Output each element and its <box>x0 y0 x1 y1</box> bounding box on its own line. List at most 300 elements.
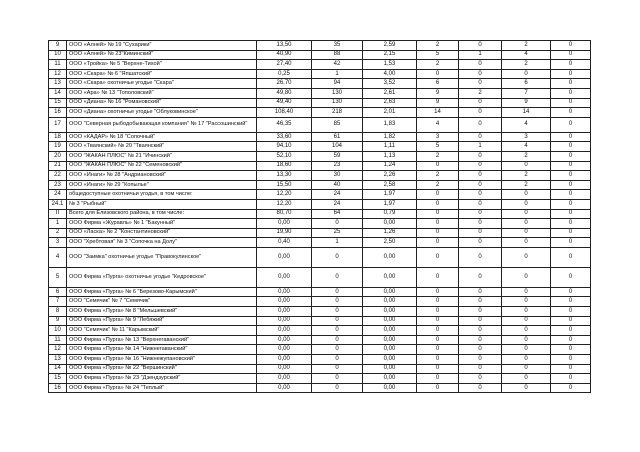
row-number-cell: 6 <box>49 287 67 297</box>
quota-col-4-cell: 0 <box>551 307 591 317</box>
quota-cell: 0 <box>417 345 459 355</box>
row-number-cell: 19 <box>49 142 67 152</box>
count-cell: 0 <box>312 335 363 345</box>
quota-cell: 0 <box>417 383 459 393</box>
density-cell: 2,59 <box>363 41 417 51</box>
hunting-ground-name-cell: ООО «Ара» № 13 "Тополовский" <box>67 88 257 98</box>
quota-col-2-cell: 0 <box>459 151 502 161</box>
quota-col-3-cell: 0 <box>502 267 551 287</box>
quota-col-3-cell: 6 <box>502 79 551 89</box>
hunting-ground-name-cell: общедоступные охотничьи угодья, в том числе: <box>67 190 257 200</box>
table-row <box>49 69 591 79</box>
density-cell: 0,00 <box>363 316 417 326</box>
quota-col-2-cell: 0 <box>459 209 502 219</box>
quota-col-4-cell: 0 <box>551 287 591 297</box>
count-cell: 130 <box>312 88 363 98</box>
row-number-cell: 22 <box>49 171 67 181</box>
quota-col-2-cell: 0 <box>459 383 502 393</box>
quota-col-4-cell: 0 <box>551 355 591 365</box>
quota-col-4-cell: 0 <box>551 88 591 98</box>
area-cell: 0,00 <box>257 307 312 317</box>
table-row <box>49 79 591 89</box>
row-number-cell: 13 <box>49 79 67 89</box>
quota-cell: 0 <box>417 247 459 267</box>
quota-cell: 0 <box>417 190 459 200</box>
table-row <box>49 142 591 152</box>
area-cell: 12,20 <box>257 199 312 209</box>
density-cell: 1,97 <box>363 199 417 209</box>
quota-col-2-cell: 1 <box>459 50 502 60</box>
row-number-cell: 1 <box>49 219 67 229</box>
area-cell: 27,40 <box>257 60 312 70</box>
hunting-ground-name-cell: ООО Фирма «Пурга» № 14 "Нижнегаванский" <box>67 345 257 355</box>
quota-col-3-cell: 2 <box>502 171 551 181</box>
count-cell: 88 <box>312 50 363 60</box>
hunting-ground-name-cell: ООО "Северная рыбодобывающая компания" № 17 "Рассошинский" <box>67 117 257 132</box>
quota-cell: 5 <box>417 142 459 152</box>
density-cell: 2,01 <box>363 108 417 118</box>
hunting-ground-name-cell: ООО «КАДАР» № 18 "Сопочный" <box>67 132 257 142</box>
table-row <box>49 209 591 219</box>
count-cell: 24 <box>312 199 363 209</box>
quota-col-2-cell: 1 <box>459 142 502 152</box>
quota-cell: 0 <box>417 374 459 384</box>
table-row <box>49 117 591 132</box>
area-cell: 52,10 <box>257 151 312 161</box>
density-cell: 0,00 <box>363 297 417 307</box>
quota-col-4-cell: 0 <box>551 199 591 209</box>
row-number-cell: 9 <box>49 41 67 51</box>
hunting-ground-name-cell: ООО «Алней» № 19 "Сухарики" <box>67 41 257 51</box>
density-cell: 0,00 <box>363 383 417 393</box>
quota-col-2-cell: 0 <box>459 60 502 70</box>
area-cell: 0,00 <box>257 326 312 336</box>
row-number-cell: 16 <box>49 108 67 118</box>
table-row <box>49 108 591 118</box>
quota-col-3-cell: 0 <box>502 326 551 336</box>
table-row <box>49 60 591 70</box>
area-cell: 33,60 <box>257 132 312 142</box>
quota-col-2-cell: 0 <box>459 79 502 89</box>
quota-col-3-cell: 0 <box>502 209 551 219</box>
quota-cell: 0 <box>417 364 459 374</box>
area-cell: 49,40 <box>257 98 312 108</box>
quota-cell: 0 <box>417 287 459 297</box>
hunting-ground-name-cell: ООО Фирма «Журавль» № 1 "Бакунный" <box>67 219 257 229</box>
row-number-cell: 12 <box>49 345 67 355</box>
count-cell: 35 <box>312 41 363 51</box>
quota-col-4-cell: 0 <box>551 316 591 326</box>
area-cell: 0,40 <box>257 238 312 248</box>
count-cell: 0 <box>312 355 363 365</box>
quota-col-4-cell: 0 <box>551 247 591 267</box>
quota-col-2-cell: 0 <box>459 180 502 190</box>
quota-col-2-cell: 0 <box>459 297 502 307</box>
area-cell: 19,90 <box>257 228 312 238</box>
quota-col-2-cell: 0 <box>459 374 502 384</box>
row-number-cell: 24 <box>49 190 67 200</box>
table-row <box>49 190 591 200</box>
row-number-cell: 7 <box>49 297 67 307</box>
quota-col-3-cell: 9 <box>502 98 551 108</box>
table-row <box>49 132 591 142</box>
hunting-ground-name-cell: ООО Фирма «Пурга» № 6 "Березово-Карымский" <box>67 287 257 297</box>
quota-col-2-cell: 0 <box>459 247 502 267</box>
quota-col-4-cell: 0 <box>551 180 591 190</box>
quota-col-4-cell: 0 <box>551 364 591 374</box>
quota-cell: 2 <box>417 41 459 51</box>
table-row <box>49 335 591 345</box>
area-cell: 13,30 <box>257 171 312 181</box>
quota-cell: 0 <box>417 69 459 79</box>
row-number-cell: 17 <box>49 117 67 132</box>
quota-col-4-cell: 0 <box>551 161 591 171</box>
density-cell: 1,13 <box>363 151 417 161</box>
quota-col-4-cell: 0 <box>551 209 591 219</box>
area-cell: 0,00 <box>257 219 312 229</box>
hunting-ground-name-cell: ООО «Тройка» № 5 "Верхне-Тихой" <box>67 60 257 70</box>
area-cell: 94,10 <box>257 142 312 152</box>
area-cell: 0,00 <box>257 297 312 307</box>
area-cell: 0,00 <box>257 345 312 355</box>
hunting-ground-name-cell: ООО Фирма «Пурга» № 9 "Лебяжий" <box>67 316 257 326</box>
table-row <box>49 355 591 365</box>
quota-cell: 14 <box>417 108 459 118</box>
density-cell: 0,00 <box>363 307 417 317</box>
quota-col-4-cell: 0 <box>551 41 591 51</box>
hunting-ground-name-cell: ООО "Заимка" охотничье угодье "Правокулинское" <box>67 247 257 267</box>
quota-col-2-cell: 0 <box>459 355 502 365</box>
count-cell: 30 <box>312 171 363 181</box>
quota-cell: 0 <box>417 209 459 219</box>
quota-col-3-cell: 2 <box>502 180 551 190</box>
area-cell: 12,20 <box>257 190 312 200</box>
count-cell: 0 <box>312 345 363 355</box>
row-number-cell: 24.1 <box>49 199 67 209</box>
row-number-cell: 4 <box>49 247 67 267</box>
density-cell: 2,15 <box>363 50 417 60</box>
hunting-ground-name-cell: ООО Фирма «Пурга» № 16 "Нижнежупановский" <box>67 355 257 365</box>
quota-col-4-cell: 0 <box>551 238 591 248</box>
quota-col-3-cell: 2 <box>502 151 551 161</box>
hunting-ground-name-cell: ООО «Инаги» № 29 "Копылье" <box>67 180 257 190</box>
table-row <box>49 297 591 307</box>
hunting-ground-name-cell: ООО Фирма «Пурга» № 23 "Дзендзурский" <box>67 374 257 384</box>
quota-col-4-cell: 0 <box>551 108 591 118</box>
count-cell: 61 <box>312 132 363 142</box>
count-cell: 0 <box>312 287 363 297</box>
area-cell: 15,50 <box>257 180 312 190</box>
row-number-cell: 10 <box>49 326 67 336</box>
quota-col-3-cell: 0 <box>502 190 551 200</box>
area-cell: 40,90 <box>257 50 312 60</box>
density-cell: 0,00 <box>363 267 417 287</box>
quota-col-3-cell: 7 <box>502 88 551 98</box>
row-number-cell: 13 <box>49 355 67 365</box>
hunting-ground-name-cell: ООО «Инаги» № 28 "Андриановский" <box>67 171 257 181</box>
count-cell: 0 <box>312 326 363 336</box>
quota-col-2-cell: 0 <box>459 190 502 200</box>
quota-col-3-cell: 0 <box>502 161 551 171</box>
table-row <box>49 171 591 181</box>
count-cell: 94 <box>312 79 363 89</box>
table-row <box>49 383 591 393</box>
area-cell: 0,00 <box>257 383 312 393</box>
row-number-cell: 5 <box>49 267 67 287</box>
quota-col-2-cell: 0 <box>459 132 502 142</box>
count-cell: 1 <box>312 238 363 248</box>
quota-col-3-cell: 0 <box>502 307 551 317</box>
quota-cell: 9 <box>417 98 459 108</box>
table-row <box>49 151 591 161</box>
hunting-ground-name-cell: ООО Фирма «Пурга» № 24 "Теплый" <box>67 383 257 393</box>
table-row <box>49 267 591 287</box>
area-cell: 0,00 <box>257 355 312 365</box>
row-number-cell: 23 <box>49 180 67 190</box>
quota-cell: 0 <box>417 199 459 209</box>
quota-col-4-cell: 0 <box>551 98 591 108</box>
quota-col-4-cell: 0 <box>551 219 591 229</box>
hunting-ground-name-cell: ООО «Скара» охотничье угодье "Скара" <box>67 79 257 89</box>
area-cell: 46,35 <box>257 117 312 132</box>
quota-col-3-cell: 14 <box>502 108 551 118</box>
density-cell: 2,63 <box>363 98 417 108</box>
quota-col-2-cell: 0 <box>459 199 502 209</box>
quota-col-2-cell: 0 <box>459 41 502 51</box>
row-number-cell: 15 <box>49 374 67 384</box>
row-number-cell: 14 <box>49 364 67 374</box>
quota-col-3-cell: 2 <box>502 60 551 70</box>
quota-col-2-cell: 0 <box>459 108 502 118</box>
table-row <box>49 287 591 297</box>
area-cell: 0,00 <box>257 267 312 287</box>
quota-col-3-cell: 0 <box>502 364 551 374</box>
density-cell: 2,58 <box>363 180 417 190</box>
table-body <box>49 41 591 393</box>
quota-col-4-cell: 0 <box>551 50 591 60</box>
density-cell: 0,00 <box>363 287 417 297</box>
quota-col-4-cell: 0 <box>551 190 591 200</box>
quota-col-3-cell: 0 <box>502 345 551 355</box>
quota-cell: 2 <box>417 60 459 70</box>
table-row <box>49 228 591 238</box>
count-cell: 0 <box>312 374 363 384</box>
count-cell: 42 <box>312 60 363 70</box>
count-cell: 0 <box>312 219 363 229</box>
count-cell: 0 <box>312 307 363 317</box>
quota-col-4-cell: 0 <box>551 69 591 79</box>
hunting-ground-name-cell: ООО "Семячик" № 7 "Семячик" <box>67 297 257 307</box>
density-cell: 0,00 <box>363 364 417 374</box>
density-cell: 1,83 <box>363 117 417 132</box>
quota-col-2-cell: 0 <box>459 345 502 355</box>
density-cell: 0,00 <box>363 355 417 365</box>
quota-col-3-cell: 3 <box>502 132 551 142</box>
quota-col-3-cell: 0 <box>502 383 551 393</box>
quota-cell: 0 <box>417 355 459 365</box>
density-cell: 1,24 <box>363 161 417 171</box>
row-number-cell: 18 <box>49 132 67 142</box>
count-cell: 85 <box>312 117 363 132</box>
table-row <box>49 98 591 108</box>
quota-col-2-cell: 0 <box>459 161 502 171</box>
count-cell: 0 <box>312 247 363 267</box>
quota-col-2-cell: 0 <box>459 219 502 229</box>
table-row <box>49 364 591 374</box>
count-cell: 1 <box>312 69 363 79</box>
hunting-ground-name-cell: ООО Фирма «Пурга» № 13 "Верхнегаванский" <box>67 335 257 345</box>
density-cell: 0,00 <box>363 219 417 229</box>
quota-col-4-cell: 0 <box>551 117 591 132</box>
row-number-cell: 21 <box>49 161 67 171</box>
table-row <box>49 41 591 51</box>
quota-col-2-cell: 0 <box>459 335 502 345</box>
hunting-ground-name-cell: ООО «Скара» № 6 "Япшатский" <box>67 69 257 79</box>
quota-col-3-cell: 0 <box>502 69 551 79</box>
area-cell: 0,00 <box>257 374 312 384</box>
hunting-ground-name-cell: Всего для Елизовского района, в том числе: <box>67 209 257 219</box>
quota-col-2-cell: 0 <box>459 171 502 181</box>
density-cell: 1,26 <box>363 228 417 238</box>
hunting-ground-name-cell: ООО «Алней» № 23"Киминский" <box>67 50 257 60</box>
quota-cell: 0 <box>417 267 459 287</box>
quota-col-2-cell: 0 <box>459 98 502 108</box>
density-cell: 0,79 <box>363 209 417 219</box>
density-cell: 0,00 <box>363 247 417 267</box>
quota-col-4-cell: 0 <box>551 228 591 238</box>
quota-cell: 2 <box>417 151 459 161</box>
area-cell: 80,70 <box>257 209 312 219</box>
quota-cell: 0 <box>417 228 459 238</box>
row-number-cell: 20 <box>49 151 67 161</box>
row-number-cell: II <box>49 209 67 219</box>
table-row <box>49 345 591 355</box>
count-cell: 40 <box>312 180 363 190</box>
density-cell: 0,00 <box>363 335 417 345</box>
data-table <box>48 40 591 393</box>
quota-col-3-cell: 4 <box>502 117 551 132</box>
quota-col-3-cell: 4 <box>502 142 551 152</box>
quota-cell: 5 <box>417 50 459 60</box>
count-cell: 64 <box>312 209 363 219</box>
quota-col-3-cell: 0 <box>502 374 551 384</box>
hunting-ground-name-cell: ООО «Диана» № 16 "Романовский" <box>67 98 257 108</box>
area-cell: 0,00 <box>257 335 312 345</box>
quota-col-4-cell: 0 <box>551 132 591 142</box>
hunting-ground-name-cell: ООО «Тваянский» № 20 "Тваянский" <box>67 142 257 152</box>
quota-col-4-cell: 0 <box>551 142 591 152</box>
hunting-ground-name-cell: ООО "Семячик" № 11 "Карымский" <box>67 326 257 336</box>
density-cell: 0,00 <box>363 374 417 384</box>
quota-col-4-cell: 0 <box>551 374 591 384</box>
row-number-cell: 12 <box>49 69 67 79</box>
hunting-ground-name-cell: ООО «Диана» охотничье угодье "Облуковинское" <box>67 108 257 118</box>
quota-cell: 0 <box>417 326 459 336</box>
row-number-cell: 15 <box>49 98 67 108</box>
quota-col-3-cell: 0 <box>502 228 551 238</box>
area-cell: 0,00 <box>257 287 312 297</box>
hunting-ground-name-cell: ООО Фирма «Пурга» охотничье угодье "Кедровское" <box>67 267 257 287</box>
quota-col-4-cell: 0 <box>551 151 591 161</box>
quota-col-3-cell: 0 <box>502 219 551 229</box>
quota-col-2-cell: 0 <box>459 267 502 287</box>
quota-col-3-cell: 0 <box>502 287 551 297</box>
count-cell: 0 <box>312 364 363 374</box>
quota-cell: 0 <box>417 238 459 248</box>
quota-col-2-cell: 2 <box>459 88 502 98</box>
density-cell: 2,50 <box>363 238 417 248</box>
quota-cell: 0 <box>417 219 459 229</box>
quota-col-3-cell: 0 <box>502 199 551 209</box>
hunting-ground-name-cell: ООО "ЖАКАН ПЛЮС" № 22 "Семеновский" <box>67 161 257 171</box>
density-cell: 1,97 <box>363 190 417 200</box>
row-number-cell: 11 <box>49 60 67 70</box>
quota-col-4-cell: 0 <box>551 60 591 70</box>
hunting-ground-name-cell: № 3 "Рыбный" <box>67 199 257 209</box>
quota-col-3-cell: 0 <box>502 247 551 267</box>
density-cell: 0,00 <box>363 345 417 355</box>
table-row <box>49 326 591 336</box>
quota-col-2-cell: 0 <box>459 326 502 336</box>
quota-cell: 0 <box>417 335 459 345</box>
area-cell: 13,50 <box>257 41 312 51</box>
density-cell: 1,11 <box>363 142 417 152</box>
quota-col-3-cell: 4 <box>502 50 551 60</box>
count-cell: 130 <box>312 98 363 108</box>
area-cell: 18,60 <box>257 161 312 171</box>
density-cell: 2,61 <box>363 88 417 98</box>
table-row <box>49 161 591 171</box>
row-number-cell: 3 <box>49 238 67 248</box>
quota-col-2-cell: 0 <box>459 287 502 297</box>
quota-cell: 4 <box>417 117 459 132</box>
quota-cell: 2 <box>417 180 459 190</box>
density-cell: 4,00 <box>363 69 417 79</box>
quota-col-4-cell: 0 <box>551 297 591 307</box>
quota-col-4-cell: 0 <box>551 171 591 181</box>
hunting-ground-name-cell: ООО Фирма «Пурга» № 8 "Мельшевский" <box>67 307 257 317</box>
density-cell: 1,53 <box>363 60 417 70</box>
hunting-ground-name-cell: ООО «Ласка» № 2 "Константиновский" <box>67 228 257 238</box>
quota-col-4-cell: 0 <box>551 326 591 336</box>
quota-col-4-cell: 0 <box>551 335 591 345</box>
quota-col-2-cell: 0 <box>459 307 502 317</box>
quota-cell: 0 <box>417 307 459 317</box>
quota-col-4-cell: 0 <box>551 267 591 287</box>
row-number-cell: 8 <box>49 307 67 317</box>
count-cell: 0 <box>312 267 363 287</box>
area-cell: 0,00 <box>257 364 312 374</box>
count-cell: 218 <box>312 108 363 118</box>
hunting-ground-name-cell: ООО "Хребтовая" № 3 "Сопочка на Долу" <box>67 238 257 248</box>
area-cell: 49,80 <box>257 88 312 98</box>
quota-col-4-cell: 0 <box>551 383 591 393</box>
quota-cell: 0 <box>417 297 459 307</box>
quota-col-2-cell: 0 <box>459 228 502 238</box>
quota-col-2-cell: 0 <box>459 364 502 374</box>
quota-col-2-cell: 0 <box>459 69 502 79</box>
quota-cell: 9 <box>417 88 459 98</box>
table-row <box>49 180 591 190</box>
quota-col-4-cell: 0 <box>551 79 591 89</box>
row-number-cell: 9 <box>49 316 67 326</box>
table-row <box>49 50 591 60</box>
quota-cell: 0 <box>417 161 459 171</box>
row-number-cell: 14 <box>49 88 67 98</box>
density-cell: 3,52 <box>363 79 417 89</box>
quota-col-3-cell: 0 <box>502 238 551 248</box>
area-cell: 108,40 <box>257 108 312 118</box>
